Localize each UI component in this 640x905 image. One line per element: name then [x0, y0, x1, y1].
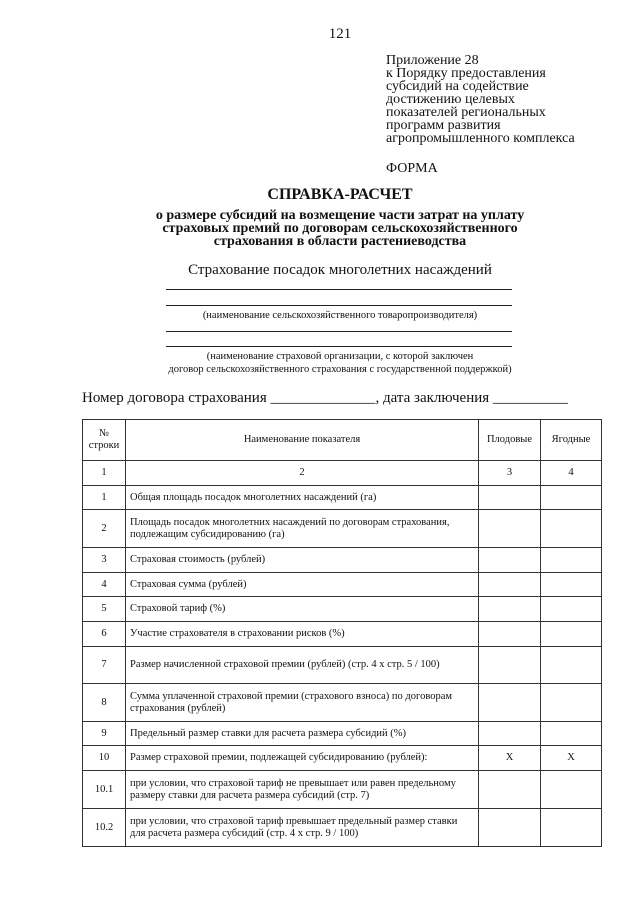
insurer-caption-line: договор сельскохозяйственного страхования с государственной поддержкой) — [168, 364, 512, 375]
subtitle-line: страхования в области растениеводства — [213, 234, 467, 249]
table-row — [83, 722, 602, 746]
form-label: ФОРМА — [386, 161, 438, 176]
row-number: 6 — [83, 622, 126, 647]
indicator-name: Размер начисленной страховой премии (рублей) (стр. 4 х стр. 5 / 100) — [126, 647, 479, 684]
table-row — [83, 622, 602, 647]
berry-value-cell[interactable] — [541, 486, 602, 510]
fruit-value-cell[interactable] — [479, 597, 541, 622]
document-subtitle — [0, 209, 640, 248]
fruit-value-cell[interactable] — [479, 684, 541, 722]
berry-value-cell[interactable] — [541, 809, 602, 847]
insurer-caption — [0, 350, 640, 376]
producer-blank-line[interactable] — [166, 289, 512, 290]
fruit-value-cell[interactable] — [479, 647, 541, 684]
column-number: 3 — [479, 461, 541, 486]
fruit-value-cell: X — [479, 746, 541, 771]
row-number: 9 — [83, 722, 126, 746]
table-row — [83, 771, 602, 809]
fruit-value-cell[interactable] — [479, 510, 541, 548]
column-number-row — [83, 461, 602, 486]
insurance-type: Страхование посадок многолетних насаждений — [188, 262, 492, 278]
appendix-line: программ развития — [386, 118, 501, 133]
appendix-line: Приложение 28 — [386, 53, 479, 68]
producer-blank-line[interactable] — [166, 305, 512, 306]
table-row — [83, 573, 602, 597]
berry-value-cell[interactable] — [541, 573, 602, 597]
indicator-name: Площадь посадок многолетних насаждений по договорам страхования, подлежащим субсидированию (га) — [126, 510, 479, 548]
column-number: 2 — [126, 461, 479, 486]
calculation-table — [82, 419, 602, 847]
appendix-block — [386, 54, 575, 145]
indicator-name: Участие страхователя в страховании рисков (%) — [126, 622, 479, 647]
table-row — [83, 647, 602, 684]
row-number: 7 — [83, 647, 126, 684]
table-row — [83, 510, 602, 548]
header-indicator-name: Наименование показателя — [126, 420, 479, 461]
column-number: 4 — [541, 461, 602, 486]
insurer-caption-line: (наименование страховой организации, с которой заключен — [206, 351, 474, 362]
berry-value-cell[interactable] — [541, 647, 602, 684]
indicator-name: Общая площадь посадок многолетних насаждений (га) — [126, 486, 479, 510]
table-row — [83, 746, 602, 771]
appendix-line: агропромышленного комплекса — [386, 131, 575, 146]
appendix-line: показателей региональных — [386, 105, 546, 120]
fruit-value-cell[interactable] — [479, 722, 541, 746]
indicator-name: Страховая стоимость (рублей) — [126, 548, 479, 573]
berry-value-cell[interactable] — [541, 684, 602, 722]
indicator-name: при условии, что страховой тариф не превышает или равен предельному размеру ставки для расчета размера субсидий (стр. 7) — [126, 771, 479, 809]
row-number: 8 — [83, 684, 126, 722]
berry-value-cell[interactable] — [541, 771, 602, 809]
berry-value-cell[interactable] — [541, 548, 602, 573]
row-number: 2 — [83, 510, 126, 548]
subtitle-line: страховых премий по договорам сельскохозяйственного — [162, 221, 518, 236]
appendix-line: к Порядку предоставления — [386, 66, 546, 81]
row-number: 10.2 — [83, 809, 126, 847]
row-number: 4 — [83, 573, 126, 597]
producer-caption: (наименование сельскохозяйственного товаропроизводителя) — [202, 310, 478, 321]
appendix-line: субсидий на содействие — [386, 79, 529, 94]
fruit-value-cell[interactable] — [479, 809, 541, 847]
fruit-value-cell[interactable] — [479, 622, 541, 647]
row-number: 3 — [83, 548, 126, 573]
header-berry: Ягодные — [541, 420, 602, 461]
document-title: СПРАВКА-РАСЧЕТ — [267, 186, 413, 203]
subtitle-line: о размере субсидий на возмещение части затрат на уплату — [155, 208, 525, 223]
table-row — [83, 486, 602, 510]
fruit-value-cell[interactable] — [479, 771, 541, 809]
row-number: 5 — [83, 597, 126, 622]
berry-value-cell[interactable] — [541, 722, 602, 746]
berry-value-cell[interactable] — [541, 597, 602, 622]
berry-value-cell: X — [541, 746, 602, 771]
contract-number-line[interactable]: Номер договора страхования ______________, дата заключения __________ — [82, 390, 568, 406]
insurer-blank-line[interactable] — [166, 331, 512, 332]
indicator-name: Предельный размер ставки для расчета размера субсидий (%) — [126, 722, 479, 746]
table-row — [83, 548, 602, 573]
appendix-line: достижению целевых — [386, 92, 515, 107]
page-number: 121 — [328, 26, 352, 42]
table-header-row — [83, 420, 602, 461]
row-number: 1 — [83, 486, 126, 510]
table-row — [83, 684, 602, 722]
indicator-name: Сумма уплаченной страховой премии (страхового взноса) по договорам страхования (рублей) — [126, 684, 479, 722]
table-row — [83, 809, 602, 847]
indicator-name: Размер страховой премии, подлежащей субсидированию (рублей): — [126, 746, 479, 771]
fruit-value-cell[interactable] — [479, 573, 541, 597]
indicator-name: Страховой тариф (%) — [126, 597, 479, 622]
column-number: 1 — [83, 461, 126, 486]
berry-value-cell[interactable] — [541, 510, 602, 548]
indicator-name: при условии, что страховой тариф превышает предельный размер ставки для расчета размера субсидий (стр. 4 х стр. 9 / 100) — [126, 809, 479, 847]
table-row — [83, 597, 602, 622]
berry-value-cell[interactable] — [541, 622, 602, 647]
row-number: 10 — [83, 746, 126, 771]
fruit-value-cell[interactable] — [479, 486, 541, 510]
header-fruit: Плодовые — [479, 420, 541, 461]
header-row-number: № строки — [83, 420, 126, 461]
insurer-blank-line[interactable] — [166, 346, 512, 347]
row-number: 10.1 — [83, 771, 126, 809]
indicator-name: Страховая сумма (рублей) — [126, 573, 479, 597]
fruit-value-cell[interactable] — [479, 548, 541, 573]
